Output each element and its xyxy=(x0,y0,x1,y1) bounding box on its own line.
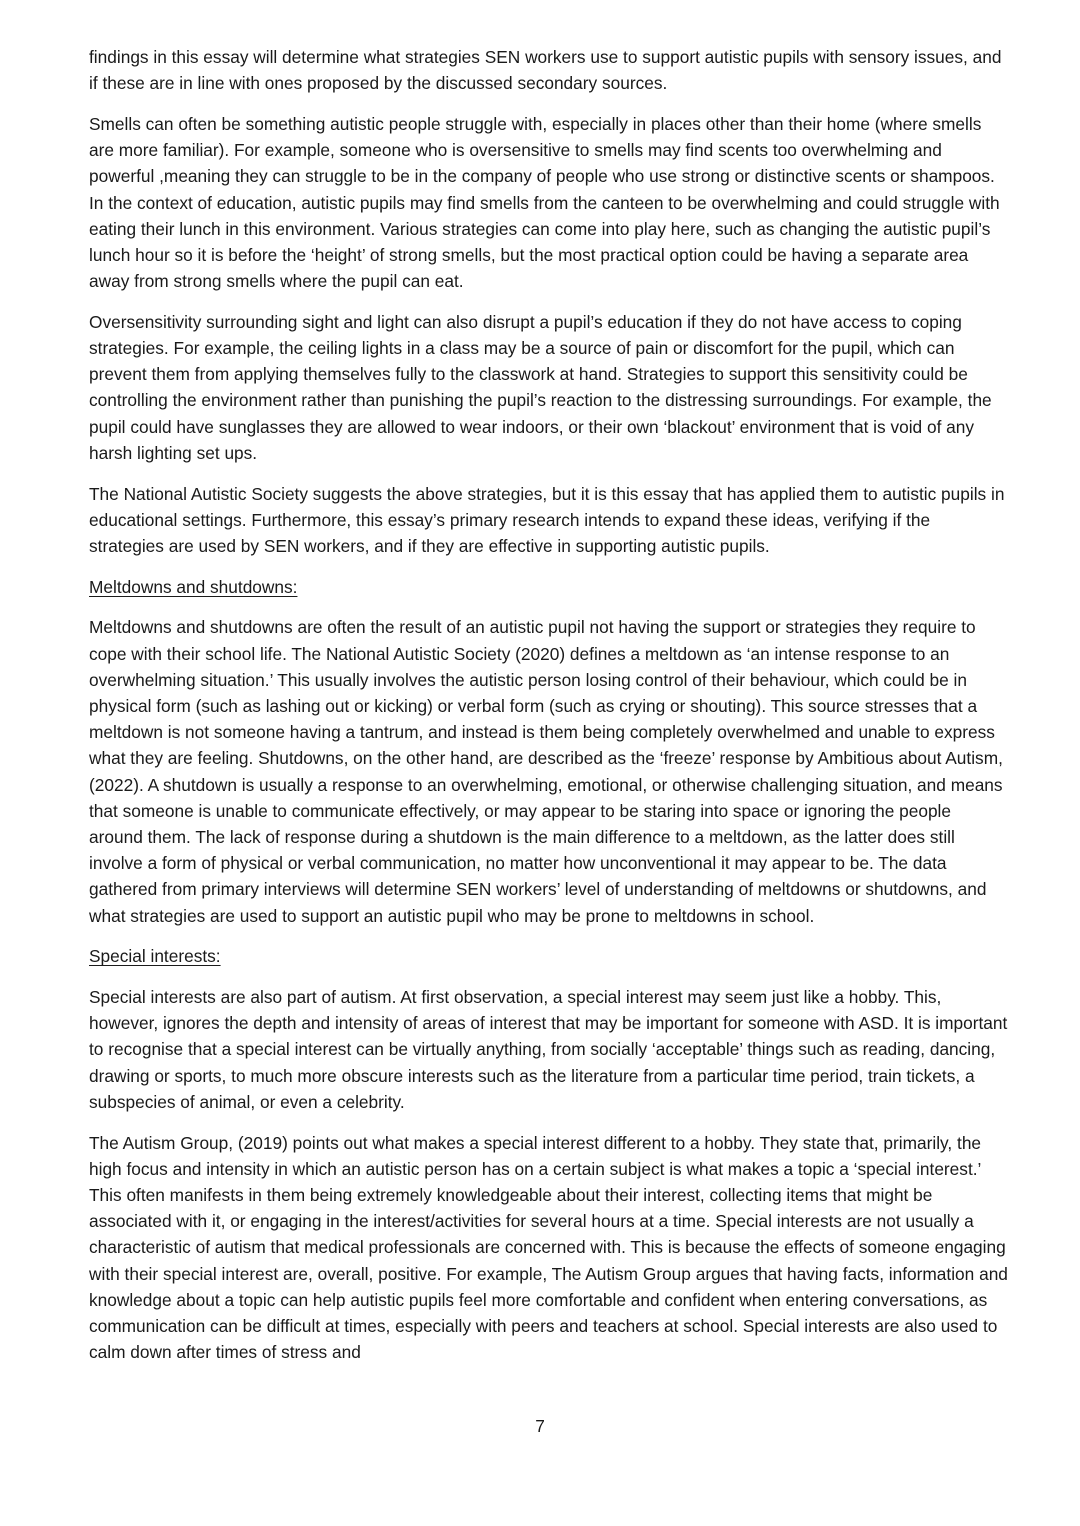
paragraph-sight-light: Oversensitivity surrounding sight and light can also disrupt a pupil’s education if they do not have access to coping strategies. For example, the ceiling lights in a class may be a source of pain or discomfort for the pupil, which can prevent them from applying themselves fully to the classwork at hand. Strategies to support this sensitivity could be controlling the environment rather than punishing the pupil’s reaction to the distressing surroundings. For example, the pupil could have sunglasses they are allowed to wear indoors, or their own ‘blackout’ environment that is void of any harsh lighting set ups. xyxy=(89,311,992,463)
paragraph-findings: findings in this essay will determine what strategies SEN workers use to support autistic pupils with sensory issues, and if these are in line with ones proposed by the discussed secondary sources. xyxy=(89,47,1002,94)
heading-meltdowns-shutdowns: Meltdowns and shutdowns: xyxy=(89,576,298,597)
page-number: 7 xyxy=(535,1416,545,1436)
paragraph-meltdowns: Meltdowns and shutdowns are often the result of an autistic pupil not having the support or strategies they require to cope with their school life. The National Autistic Society (2020) defines a meltdown as ‘an intense response to an overwhelming situation.’ This usually involves the autistic person losing control of their behaviour, which could be in physical form (such as lashing out or kicking) or verbal form (such as crying or shouting). This source stresses that a meltdown is not someone having a tantrum, and instead is them being completely overwhelmed and unable to express what they are feeling. Shutdowns, on the other hand, are described as the ‘freeze’ response by Ambitious about Autism, (2022). A shutdown is usually a response to an overwhelming, emotional, or otherwise challenging situation, and means that someone is unable to communicate effectively, or may appear to be staring into space or ignoring the people around them. The lack of response during a shutdown is the main difference to a meltdown, as the latter does still involve a form of physical or verbal communication, no matter how unconventional it may appear to be. The data gathered from primary interviews will determine SEN workers’ level of understanding of meltdowns or shutdowns, and what strategies are used to support an autistic pupil who may be prone to meltdowns in school. xyxy=(89,617,1003,926)
heading-special-interests: Special interests: xyxy=(89,946,221,967)
document-body xyxy=(89,44,1009,1380)
paragraph-special-interests-intro: Special interests are also part of autism. At first observation, a special interest may seem just like a hobby. This, however, ignores the depth and intensity of areas of interest that may be important for someone with ASD. It is important to recognise that a special interest can be virtually anything, from socially ‘acceptable’ things such as reading, dancing, drawing or sports, to much more obscure interests such as the literature from a particular time period, train tickets, a subspecies of animal, or even a celebrity. xyxy=(89,987,1008,1112)
paragraph-nas-strategies: The National Autistic Society suggests the above strategies, but it is this essay that has applied them to autistic pupils in educational settings. Furthermore, this essay’s primary research intends to expand these ideas, verifying if the strategies are used by SEN workers, and if they are effective in supporting autistic pupils. xyxy=(89,483,1005,556)
paragraph-smells: Smells can often be something autistic people struggle with, especially in places other than their home (where smells are more familiar). For example, someone who is oversensitive to smells may find scents too overwhelming and powerful ,meaning they can struggle to be in the company of people who use strong or distinctive scents or shampoos. In the context of education, autistic pupils may find smells from the canteen to be overwhelming and could struggle with eating their lunch in this environment. Various strategies can come into play here, such as changing the autistic pupil’s lunch hour so it is before the ‘height’ of strong smells, but the most practical option could be having a separate area away from strong smells where the pupil can eat. xyxy=(89,113,1000,292)
paragraph-autism-group: The Autism Group, (2019) points out what makes a special interest different to a hobby. They state that, primarily, the high focus and intensity in which an autistic person has on a certain subject is what makes a topic a ‘special interest.’ This often manifests in them being extremely knowledgeable about their interest, collecting items that might be associated with it, or engaging in the interest/activities for several hours at a time. Special interests are not usually a characteristic of autism that medical professionals are concerned with. This is because the effects of someone engaging with their special interest are, overall, positive. For example, The Autism Group argues that having facts, information and knowledge about a topic can help autistic pupils feel more comfortable and confident when entering conversations, as communication can be difficult at times, especially with peers and teachers at school. Special interests are also used to calm down after times of stress and xyxy=(89,1132,1008,1363)
